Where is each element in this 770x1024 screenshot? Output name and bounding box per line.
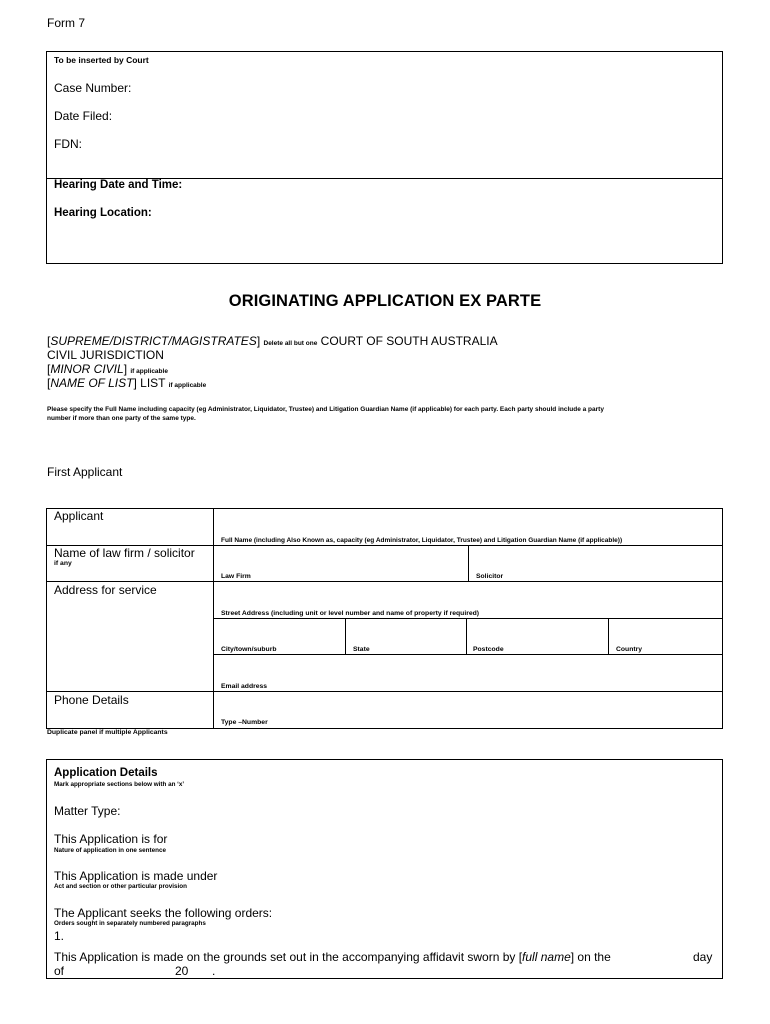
court-line-3 bbox=[47, 362, 168, 376]
email-field[interactable] bbox=[216, 655, 722, 690]
duplicate-note: Duplicate panel if multiple Applicants bbox=[47, 729, 168, 736]
made-under-note: Act and section or other particular provision bbox=[54, 883, 187, 890]
country-caption: Country bbox=[616, 646, 643, 653]
order-number: 1. bbox=[54, 929, 65, 943]
hearing-location-label: Hearing Location: bbox=[54, 207, 152, 219]
list-close: ] LIST bbox=[133, 376, 166, 390]
applicant-label: Applicant bbox=[54, 509, 104, 523]
email-caption: Email address bbox=[221, 683, 268, 690]
grounds-end: ] on the bbox=[570, 950, 611, 964]
phone-label: Phone Details bbox=[54, 693, 129, 707]
application-for-label: This Application is for bbox=[54, 832, 168, 846]
cell-divider bbox=[466, 618, 467, 654]
court-box-heading: To be inserted by Court bbox=[54, 55, 149, 65]
first-applicant-heading: First Applicant bbox=[47, 465, 123, 479]
court-line-4 bbox=[47, 376, 206, 390]
grounds-start: This Application is made on the grounds set out in the accompanying affidavit sworn by [ bbox=[54, 950, 523, 964]
form-number: Form 7 bbox=[47, 16, 86, 30]
grounds-line bbox=[54, 950, 611, 964]
phone-field[interactable] bbox=[216, 692, 722, 728]
cell-divider bbox=[468, 545, 469, 581]
orders-note: Orders sought in separately numbered paragraphs bbox=[54, 920, 206, 927]
grounds-full-name: full name bbox=[522, 950, 571, 964]
cell-divider bbox=[608, 618, 609, 654]
address-label: Address for service bbox=[54, 583, 157, 597]
law-firm-caption: Law Firm bbox=[221, 573, 251, 580]
instruction-line-1: Please specify the Full Name including capacity (eg Administrator, Liquidator, Trustee) and Litigation Guardian Name (if applicable) for each party. Each party should include a party bbox=[47, 406, 604, 413]
of-word: of bbox=[54, 964, 65, 978]
orders-label: The Applicant seeks the following orders: bbox=[54, 906, 273, 920]
solicitor-caption: Solicitor bbox=[476, 573, 504, 580]
court-line-2: CIVIL JURISDICTION bbox=[47, 348, 164, 362]
court-line-1 bbox=[47, 334, 498, 348]
instruction-line-2: number if more than one party of the same type. bbox=[47, 415, 196, 422]
application-details-heading: Application Details bbox=[54, 767, 158, 779]
postcode-caption: Postcode bbox=[473, 646, 504, 653]
full-name-caption: Full Name (including Also Known as, capacity (eg Administrator, Liquidator, Trustee) and Litigation Guardian Name (if applicable)) bbox=[221, 537, 623, 544]
court-use-box bbox=[46, 51, 723, 264]
page-title: ORIGINATING APPLICATION EX PARTE bbox=[228, 292, 542, 310]
court-options-note: Delete all but one bbox=[263, 340, 318, 347]
year-prefix: 20 bbox=[175, 964, 189, 978]
cell-divider bbox=[345, 618, 346, 654]
law-firm-note: if any bbox=[54, 560, 72, 567]
bracket-close: ] bbox=[123, 362, 128, 376]
made-under-label: This Application is made under bbox=[54, 869, 218, 883]
city-caption: City/town/suburb bbox=[221, 646, 277, 653]
application-for-note: Nature of application in one sentence bbox=[54, 847, 166, 854]
court-name: COURT OF SOUTH AUSTRALIA bbox=[320, 334, 498, 348]
minor-civil: MINOR CIVIL bbox=[50, 362, 124, 376]
period: . bbox=[212, 964, 216, 978]
court-options: SUPREME/DISTRICT/MAGISTRATES bbox=[50, 334, 257, 348]
bracket-open: [ bbox=[47, 334, 51, 348]
bracket-open: [ bbox=[47, 376, 51, 390]
state-caption: State bbox=[353, 646, 370, 653]
day-word: day bbox=[693, 950, 713, 964]
bracket-close: ] bbox=[256, 334, 261, 348]
bracket-open: [ bbox=[47, 362, 51, 376]
law-firm-field[interactable] bbox=[216, 546, 466, 581]
application-details-subheading: Mark appropriate sections below with an ‘x’ bbox=[54, 781, 185, 788]
street-caption: Street Address (including unit or level number and name of property if required) bbox=[221, 610, 480, 617]
minor-civil-note: if applicable bbox=[130, 368, 168, 375]
list-note: if applicable bbox=[168, 382, 207, 389]
solicitor-field[interactable] bbox=[471, 546, 722, 581]
hearing-date-label: Hearing Date and Time: bbox=[54, 179, 183, 191]
case-number-label: Case Number: bbox=[54, 81, 132, 95]
list-name: NAME OF LIST bbox=[50, 376, 134, 390]
law-firm-label: Name of law firm / solicitor bbox=[54, 546, 195, 560]
date-filed-label: Date Filed: bbox=[54, 109, 113, 123]
phone-caption: Type –Number bbox=[221, 719, 268, 726]
matter-type-label: Matter Type: bbox=[54, 804, 121, 818]
fdn-label: FDN: bbox=[54, 137, 82, 151]
